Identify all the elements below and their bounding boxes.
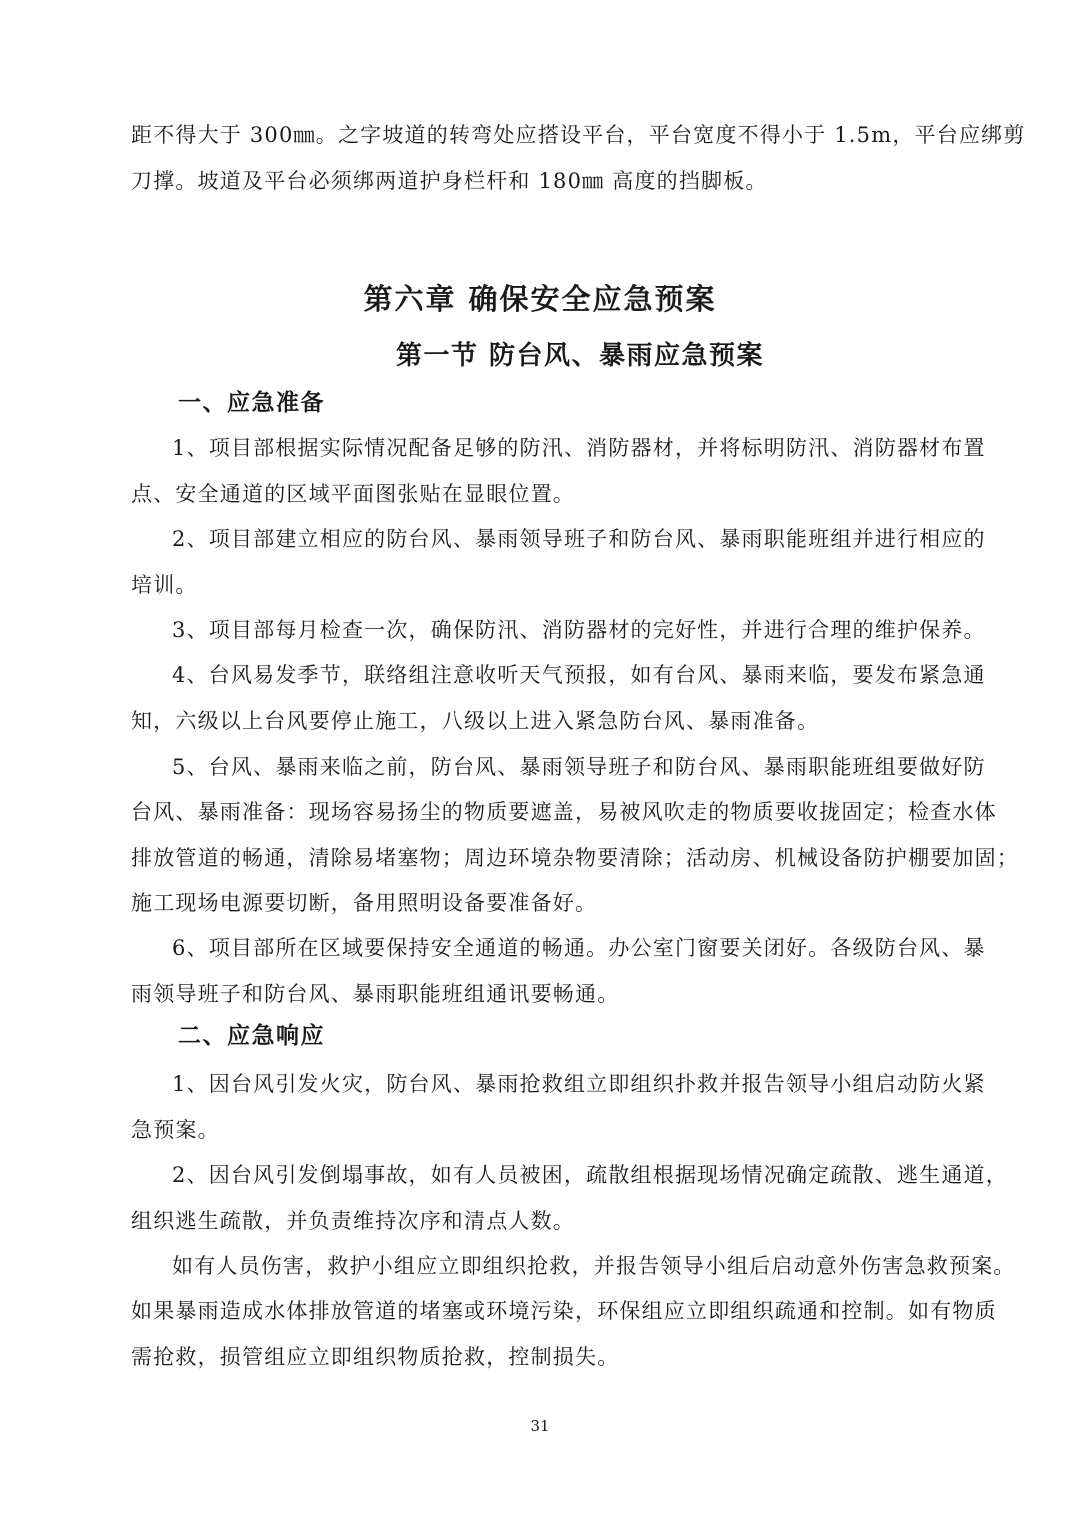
part1-p6-line-1: 6、项目部所在区域要保持安全通道的畅通。办公室门窗要关闭好。各级防台风、暴 — [172, 936, 986, 960]
part1-heading: 一、应急准备 — [178, 390, 325, 416]
page-number: 31 — [530, 1417, 550, 1435]
part1-p6-line-2: 雨领导班子和防台风、暴雨职能班组通讯要畅通。 — [131, 982, 620, 1006]
part2-heading: 二、应急响应 — [178, 1023, 325, 1049]
part1-p1-line-2: 点、安全通道的区域平面图张贴在显眼位置。 — [131, 482, 575, 506]
part1-p4-line-1: 4、台风易发季节，联络组注意收听天气预报，如有台风、暴雨来临，要发布紧急通 — [172, 663, 986, 687]
part1-p3-line-1: 3、项目部每月检查一次，确保防汛、消防器材的完好性，并进行合理的维护保养。 — [172, 618, 986, 642]
part2-p1-line-2: 急预案。 — [131, 1118, 220, 1142]
part1-p5-line-2: 台风、暴雨准备：现场容易扬尘的物质要遮盖，易被风吹走的物质要收拢固定；检查水体 — [131, 800, 997, 824]
chapter-title: 第六章 确保安全应急预案 — [363, 282, 717, 316]
part2-p3-line-2: 如果暴雨造成水体排放管道的堵塞或环境污染，环保组应立即组织疏通和控制。如有物质 — [131, 1299, 997, 1323]
part1-p2-line-2: 培训。 — [131, 573, 198, 597]
part1-p5-line-4: 施工现场电源要切断，备用照明设备要准备好。 — [131, 891, 598, 915]
part2-p2-line-2: 组织逃生疏散，并负责维持次序和清点人数。 — [131, 1209, 575, 1233]
part2-p2-line-1: 2、因台风引发倒塌事故，如有人员被困，疏散组根据现场情况确定疏散、逃生通道， — [172, 1163, 1008, 1187]
part2-p3-line-3: 需抢救，损管组应立即组织物质抢救，控制损失。 — [131, 1345, 620, 1369]
part1-p5-line-3: 排放管道的畅通，清除易堵塞物；周边环境杂物要清除；活动房、机械设备防护棚要加固； — [131, 846, 1019, 870]
part2-p3-line-1: 如有人员伤害，救护小组应立即组织抢救，并报告领导小组后启动意外伤害急救预案。 — [172, 1254, 1016, 1278]
part1-p4-line-2: 知，六级以上台风要停止施工，八级以上进入紧急防台风、暴雨准备。 — [131, 709, 820, 733]
intro-line-1: 距不得大于 300㎜。之字坡道的转弯处应搭设平台，平台宽度不得小于 1.5m，平台应绑剪 — [131, 123, 1026, 147]
intro-line-2: 刀撑。坡道及平台必须绑两道护身栏杆和 180㎜ 高度的挡脚板。 — [131, 169, 768, 193]
part1-p1-line-1: 1、项目部根据实际情况配备足够的防汛、消防器材，并将标明防汛、消防器材布置 — [172, 436, 986, 460]
section-title: 第一节 防台风、暴雨应急预案 — [395, 341, 765, 371]
part2-p1-line-1: 1、因台风引发火灾，防台风、暴雨抢救组立即组织扑救并报告领导小组启动防火紧 — [172, 1072, 986, 1096]
part1-p2-line-1: 2、项目部建立相应的防台风、暴雨领导班子和防台风、暴雨职能班组并进行相应的 — [172, 527, 986, 551]
part1-p5-line-1: 5、台风、暴雨来临之前，防台风、暴雨领导班子和防台风、暴雨职能班组要做好防 — [172, 755, 986, 779]
